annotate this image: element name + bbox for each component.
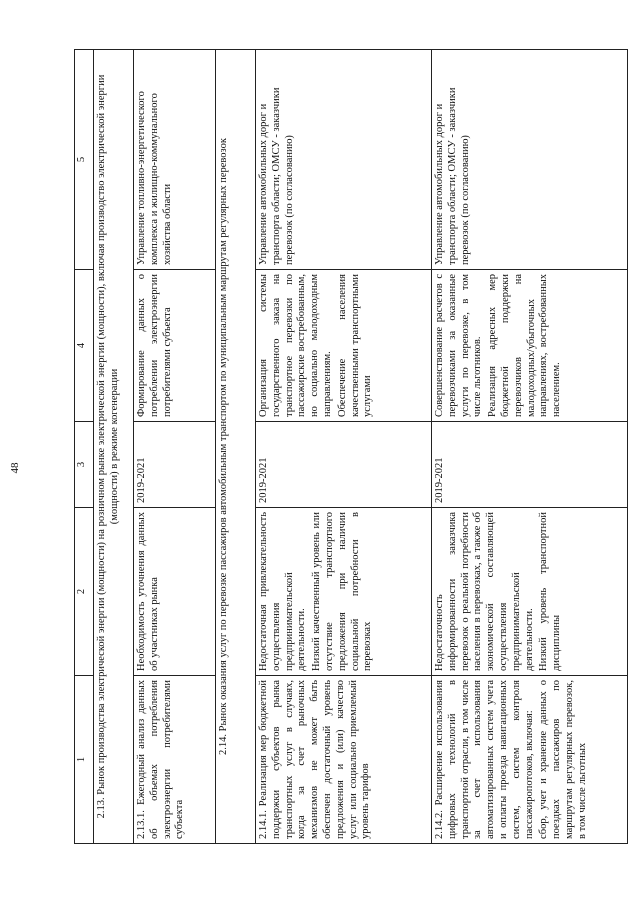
problem-text: Низкий уровень транспортной дисциплины bbox=[538, 512, 563, 671]
table-row bbox=[432, 50, 628, 844]
problem-text: Низкий качественный уровень или отсутствие транспортного предложения при наличии социальной потребности в перевозках bbox=[311, 512, 374, 671]
table-row bbox=[256, 50, 432, 844]
measure-cell: 2.14.1. Реализация мер бюджетной поддержки субъектов рынка транспортных услуг в случаях, когда за счет рыночных механизмов не может быть обеспечен достаточный уровень предложения и (или) качество услуг или социально приемлемый уровень тарифов bbox=[256, 676, 432, 844]
column-number-row bbox=[75, 50, 94, 844]
section-header-2-14 bbox=[216, 50, 256, 844]
period-cell: 2019-2021 bbox=[134, 422, 216, 508]
responsible-cell: Управление топливно-энергетического комплекса и жилищно-коммунального хозяйства области bbox=[134, 50, 216, 270]
result-text: Совершенствование расчетов с перевозчиками за оказанные услуги по перевозке, в том числе льготников. bbox=[434, 274, 484, 417]
period-cell: 2019-2021 bbox=[256, 422, 432, 508]
result-cell bbox=[432, 270, 628, 422]
section-title: 2.13. Рынок производства электрической энергии (мощности) на розничном рынке электрической энергии (мощности), включая производство электрической энергии (мощности) в режиме когенерации bbox=[94, 50, 134, 844]
measure-cell bbox=[432, 676, 628, 844]
column-number: 3 bbox=[75, 422, 94, 508]
measure-text: 2.14.2. Расширение использования цифровых технологий в транспортной отрасли, в том числе за счет использования автоматизированных систем учета и оплаты проезда навигационных систем, систем контроля пассажиропотоков, включая: bbox=[434, 680, 535, 839]
problem-text: Недостаточная привлекательность осуществления предпринимательской деятельности. bbox=[258, 512, 308, 671]
responsible-cell: Управление автомобильных дорог и транспорта области; ОМСУ - заказчики перевозок (по согласованию) bbox=[432, 50, 628, 270]
responsible-cell: Управление автомобильных дорог и транспорта области; ОМСУ - заказчики перевозок (по согласованию) bbox=[256, 50, 432, 270]
problem-text: Недостаточность информированности заказчика перевозок о реальной потребности населения в перевозках, а также об экономической составляющей осуществления предпринимательской деятельности. bbox=[434, 512, 535, 671]
page-number: 48 bbox=[9, 462, 21, 474]
problem-cell bbox=[432, 508, 628, 676]
column-number: 4 bbox=[75, 270, 94, 422]
result-cell bbox=[256, 270, 432, 422]
result-text: Организация системы государственного заказа на транспортное перевозки по пассажирские востребованным, но социально малодоходным направлениям. bbox=[258, 274, 333, 417]
measure-cell: 2.13.1. Ежегодный анализ данных об объемах потребления электроэнергии потребителями субъекта bbox=[134, 676, 216, 844]
measures-table bbox=[74, 49, 628, 844]
result-text: Обеспечение населения качественными транспортными услугами bbox=[336, 274, 374, 417]
column-number: 5 bbox=[75, 50, 94, 270]
problem-cell bbox=[256, 508, 432, 676]
column-number: 1 bbox=[75, 676, 94, 844]
problem-cell: Необходимость уточнения данных об участниках рынка bbox=[134, 508, 216, 676]
column-number: 2 bbox=[75, 508, 94, 676]
section-header-2-13 bbox=[94, 50, 134, 844]
result-text: Реализация адресных мер бюджетной поддержки перевозчиков на малодоходных/убыточных направлениях, востребованных населением. bbox=[487, 274, 563, 417]
table-row bbox=[134, 50, 216, 844]
measure-text: сбор, учет и хранение данных о поездках пассажиров по маршрутам регулярных перевозок, в том числе льготных bbox=[538, 680, 588, 839]
section-title: 2.14. Рынок оказания услуг по перевозке пассажиров автомобильным транспортом по муниципальным маршрутам регулярных перевозок bbox=[216, 50, 256, 844]
result-cell: Формирование данных о потреблении электроэнергии потребителями субъекта bbox=[134, 270, 216, 422]
period-cell: 2019-2021 bbox=[432, 422, 628, 508]
rotated-page bbox=[74, 50, 640, 844]
